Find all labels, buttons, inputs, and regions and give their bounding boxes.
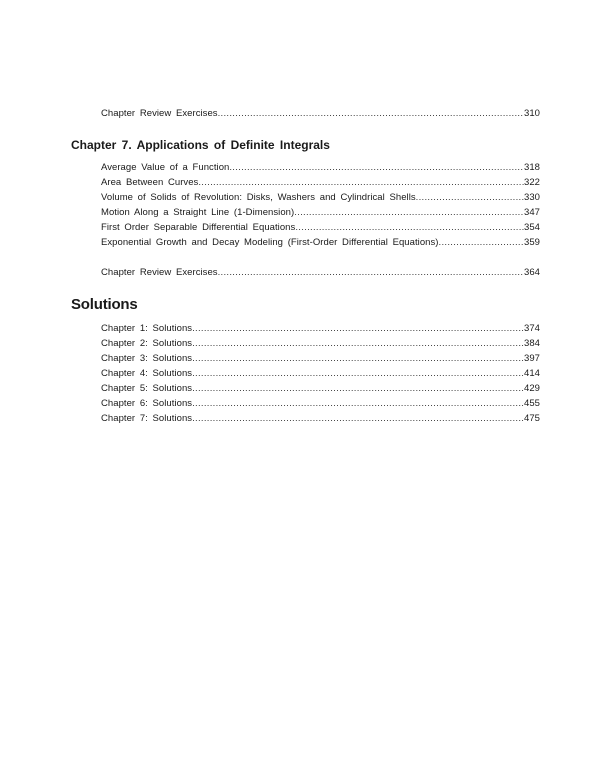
toc-entry-volume-of-solids[interactable] <box>101 191 540 205</box>
toc-entry-page-number: 322 <box>523 177 540 188</box>
toc-entry-label: Chapter 2: Solutions <box>101 338 193 349</box>
dot-leader <box>416 191 524 205</box>
toc-entry-page-number: 364 <box>523 267 540 278</box>
toc-entry-page-number: 374 <box>523 323 540 334</box>
dot-leader <box>295 221 524 235</box>
toc-entry-chapter4-solutions[interactable] <box>101 367 540 381</box>
toc-entry-page-number: 359 <box>523 237 540 248</box>
toc-entry-chapter7-review[interactable] <box>101 266 540 280</box>
dot-leader <box>439 236 524 250</box>
toc-entry-chapter1-solutions[interactable] <box>101 322 540 336</box>
toc-entry-chapter5-solutions[interactable] <box>101 382 540 396</box>
dot-leader <box>192 367 524 381</box>
solutions-heading: Solutions <box>71 296 138 313</box>
chapter-7-heading: Chapter 7. Applications of Definite Integrals <box>71 138 330 152</box>
toc-entry-page-number: 475 <box>523 413 540 424</box>
toc-entry-label: Chapter Review Exercises <box>101 108 218 119</box>
toc-entry-chapter6-review[interactable] <box>101 107 540 121</box>
toc-entry-label: Chapter 1: Solutions <box>101 323 193 334</box>
toc-entry-label: Chapter 7: Solutions <box>101 413 193 424</box>
dot-leader <box>192 397 524 411</box>
dot-leader <box>218 107 524 121</box>
toc-entry-page-number: 347 <box>523 207 540 218</box>
toc-entry-label: Chapter 5: Solutions <box>101 383 193 394</box>
dot-leader <box>192 322 524 336</box>
dot-leader <box>192 412 524 426</box>
toc-entry-exponential-growth[interactable] <box>101 236 540 250</box>
toc-entry-label: Area Between Curves <box>101 177 199 188</box>
toc-entry-page-number: 330 <box>523 192 540 203</box>
toc-entry-label: Chapter Review Exercises <box>101 267 218 278</box>
toc-entry-label: Motion Along a Straight Line (1-Dimension) <box>101 207 295 218</box>
toc-entry-chapter3-solutions[interactable] <box>101 352 540 366</box>
toc-entry-separable-equations[interactable] <box>101 221 540 235</box>
dot-leader <box>294 206 524 220</box>
toc-entry-page-number: 354 <box>523 222 540 233</box>
dot-leader <box>218 266 524 280</box>
toc-entry-page-number: 429 <box>523 383 540 394</box>
toc-entry-area-between-curves[interactable] <box>101 176 540 190</box>
toc-entry-page-number: 318 <box>523 162 540 173</box>
toc-entry-label: Volume of Solids of Revolution: Disks, Washers and Cylindrical Shells <box>101 192 416 203</box>
toc-entry-page-number: 310 <box>523 108 540 119</box>
toc-entry-page-number: 397 <box>523 353 540 364</box>
toc-entry-label: First Order Separable Differential Equations <box>101 222 296 233</box>
dot-leader <box>229 161 524 175</box>
toc-entry-page-number: 414 <box>523 368 540 379</box>
toc-entry-average-value[interactable] <box>101 161 540 175</box>
dot-leader <box>192 352 524 366</box>
toc-entry-label: Chapter 3: Solutions <box>101 353 193 364</box>
dot-leader <box>192 337 524 351</box>
toc-entry-label: Average Value of a Function <box>101 162 230 173</box>
toc-entry-label: Exponential Growth and Decay Modeling (First-Order Differential Equations) <box>101 237 439 248</box>
toc-entry-label: Chapter 4: Solutions <box>101 368 193 379</box>
toc-entry-chapter7-solutions[interactable] <box>101 412 540 426</box>
toc-entry-page-number: 455 <box>523 398 540 409</box>
toc-entry-chapter6-solutions[interactable] <box>101 397 540 411</box>
dot-leader <box>198 176 524 190</box>
toc-entry-label: Chapter 6: Solutions <box>101 398 193 409</box>
toc-entry-motion-along-line[interactable] <box>101 206 540 220</box>
toc-entry-chapter2-solutions[interactable] <box>101 337 540 351</box>
dot-leader <box>192 382 524 396</box>
toc-entry-page-number: 384 <box>523 338 540 349</box>
